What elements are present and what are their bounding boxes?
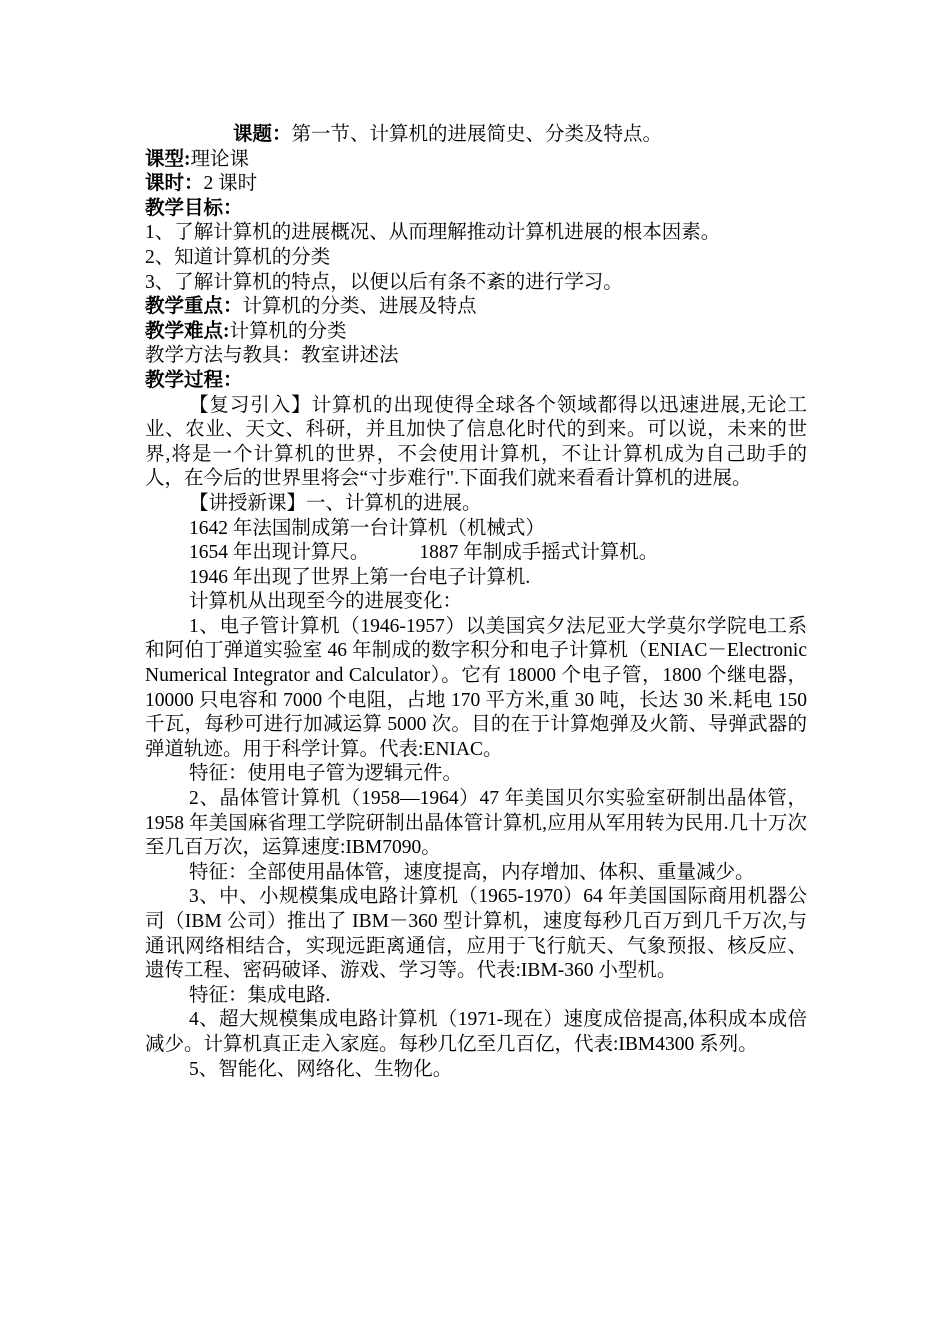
- generation-2-paragraph: 2、晶体管计算机（1958—1964）47 年美国贝尔实验室研制出晶体管，1958 年美国麻省理工学院研制出晶体管计算机,应用从军用转为民用.几十万次至几百万次，运算速度:IBM7090。: [145, 788, 807, 859]
- key-point-value: 计算机的分类、进展及特点: [242, 296, 477, 318]
- generation-2-feature: 特征：全部使用晶体管，速度提高，内存增加、体积、重量减少。: [189, 861, 755, 883]
- objective-item: 2、知道计算机的分类: [145, 246, 331, 268]
- teaching-method: 教学方法与教具：教室讲述法: [145, 345, 399, 367]
- timeline-1654: 1654 年出现计算尺。: [189, 542, 370, 564]
- difficult-point-label: 教学难点:: [145, 320, 230, 342]
- generation-5-line: 5、智能化、网络化、生物化。: [189, 1058, 453, 1080]
- generation-3-paragraph: 3、中、小规模集成电路计算机（1965-1970）64 年美国国际商用机器公司（IBM 公司）推出了 IBM－360 型计算机，速度每秒几百万到几千万次,与通讯网络相结合，实现远距离通信，应用于飞行航天、气象预报、核反应、遗传工程、密码破译、游戏、学习等。代表:IBM-360 小型机。: [145, 886, 807, 982]
- generation-1-paragraph: 1、电子管计算机（1946-1957）以美国宾夕法尼亚大学莫尔学院电工系和阿伯丁弹道实验室 46 年制成的数字积分和电子计算机（ENIAC－Electronic Numerical Integrator and Calculator）。它有 18000 个电子管，1800 个继电器，10000 只电容和 7000 个电阻，占地 170 平方米,重 30 吨，长达 30 米.耗电 150 千瓦，每秒可进行加减运算 5000 次。目的在于计算炮弹及火箭、导弹武器的弹道轨迹。用于科学计算。代表:ENIAC。: [145, 615, 807, 760]
- difficult-point-value: 计算机的分类: [229, 320, 347, 342]
- title-label: 课题：: [233, 124, 292, 145]
- lesson-hours-value: 2 课时: [203, 173, 258, 195]
- generation-1-feature: 特征：使用电子管为逻辑元件。: [189, 763, 463, 785]
- key-point-label: 教学重点：: [145, 296, 243, 318]
- lesson-type: [145, 148, 807, 173]
- lesson-type-value: 理论课: [190, 148, 250, 170]
- timeline-1887: 1887 年制成手摇式计算机。: [419, 542, 659, 564]
- title-text: 第一节、计算机的进展简史、分类及特点。: [291, 124, 663, 145]
- lesson-hours: [145, 172, 807, 197]
- document-body: [145, 123, 807, 1082]
- review-intro-paragraph: 【复习引入】计算机的出现使得全球各个领域都得以迅速进展,无论工业、农业、天文、科研，并且加快了信息化时代的到来。可以说，未来的世界,将是一个计算机的世界，不会使用计算机，不让计算机成为自己助手的人，在今后的世界里将会“寸步难行".下面我们就来看看计算机的进展。: [145, 394, 807, 490]
- lesson-title: [145, 123, 807, 148]
- generation-3-feature: 特征：集成电路.: [189, 984, 331, 1006]
- timeline-1654-1887: [145, 541, 807, 566]
- timeline-changes: 计算机从出现至今的进展变化：: [189, 591, 463, 613]
- generation-4-paragraph: 4、超大规模集成电路计算机（1971-现在）速度成倍提高,体积成本成倍减少。计算机真正走入家庭。每秒几亿至几百亿，代表:IBM4300 系列。: [145, 1009, 807, 1055]
- lesson-type-label: 课型:: [145, 148, 191, 170]
- objectives-label: 教学目标：: [145, 197, 243, 219]
- difficult-point: [145, 320, 807, 345]
- timeline-1642: 1642 年法国制成第一台计算机（机械式）: [189, 517, 545, 539]
- objective-item: 1、了解计算机的进展概况、从而理解推动计算机进展的根本因素。: [145, 222, 721, 244]
- timeline-1946: 1946 年出现了世界上第一台电子计算机.: [189, 566, 531, 588]
- lesson-hours-label: 课时：: [145, 173, 204, 195]
- process-heading: 教学过程：: [145, 369, 243, 391]
- new-lesson-heading: 【讲授新课】一、计算机的进展。: [189, 492, 482, 514]
- key-point: [145, 295, 807, 320]
- objective-item: 3、了解计算机的特点，以便以后有条不紊的进行学习。: [145, 271, 623, 293]
- objectives-heading: [145, 197, 807, 222]
